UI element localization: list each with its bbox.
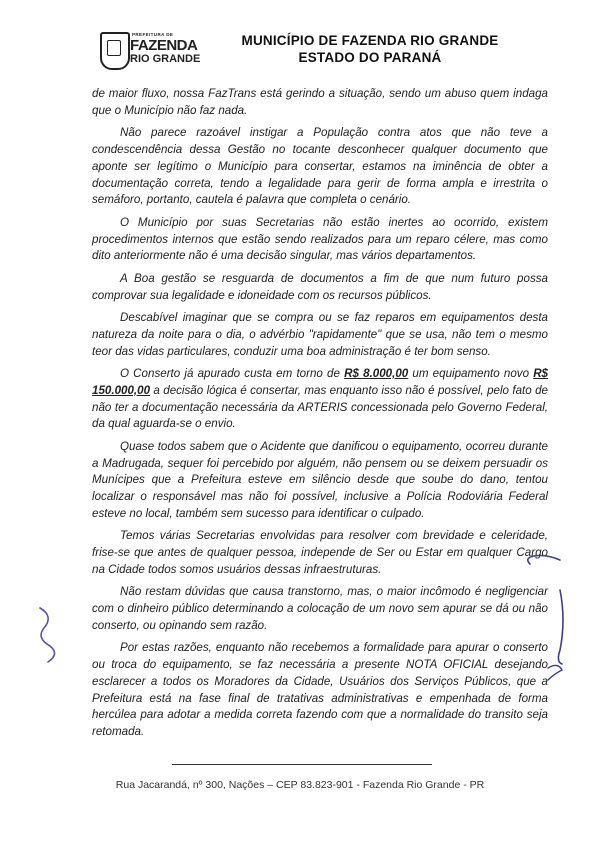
footer-divider <box>172 764 432 765</box>
paragraph-1: de maior fluxo, nossa FazTrans está gerindo a situação, sendo um abuso quem indaga que o Município não faz nada. <box>92 87 548 117</box>
municipal-logo <box>100 30 220 80</box>
paragraph-7: Quase todos sabem que o Acidente que danificou o equipamento, ocorreu durante a Madrugada, sequer foi percebido por alguém, não pensem ou se deixem persuadir os Munícipes que a Prefeitura esteve em silêncio desde que soube do dano, tentou localizar o responsável mas não foi possível, inclusive a Polícia Rodoviária Federal esteve no local, também sem sucesso para identificar o culpado. <box>92 439 548 520</box>
paragraph-6 <box>92 366 548 433</box>
right-curl-mark <box>548 665 562 680</box>
repair-cost: R$ 8.000,00 <box>344 366 409 380</box>
document-body <box>92 86 548 747</box>
left-margin-scribble <box>40 608 55 662</box>
letterhead <box>0 22 596 82</box>
letterhead-title <box>240 32 500 66</box>
paragraph-2: Não parece razoável instigar a População contra atos que não teve a condescendência dessa Gestão no tocante desconhecer qualquer documento que aponte ser legítimo o Município para consertar, estamos na iminência de obter a documentação correta, tendo a legalidade para gerir de forma ampla e irrestrita o semáforo, portanto, cautela é palavra que completa o cenário. <box>92 126 548 207</box>
coat-of-arms-icon <box>100 32 130 70</box>
paragraph-6-part-c: a decisão lógica é consertar, mas enquanto isso não é possível, pelo fato de não ter a documentação necessária da ARTERIS concessionada pelo Governo Federal, da qual aguarda-se o envio. <box>92 383 548 431</box>
municipality-name: MUNICÍPIO DE FAZENDA RIO GRANDE <box>241 33 499 48</box>
new-equipment-cost: R$ 150.000,00 <box>92 366 549 397</box>
right-vertical-mark <box>558 590 563 664</box>
paragraph-3: O Município por suas Secretarias não estão inertes ao ocorrido, existem procedimentos internos que estão sendo realizados para um reparo célere, mas como dito anteriormente não é uma decisão singular, mas vários departamentos. <box>92 215 548 263</box>
logo-name-line1: FAZENDA <box>130 37 198 54</box>
paragraph-8: Temos várias Secretarias envolvidas para resolver com brevidade e celeridade, frise-se que antes de qualquer pessoa, independe de Ser ou Estar em qualquer Cargo na Cidade todos somos usuários dessas infraestruturas. <box>92 529 548 576</box>
paragraph-4: A Boa gestão se resguarda de documentos a fim de que num futuro possa comprovar sua legalidade e idoneidade com os recursos públicos. <box>92 271 548 302</box>
paragraph-6-part-b: um equipamento novo <box>408 366 534 380</box>
paragraph-6-part-a: O Conserto já apurado custa em torno de <box>120 366 345 380</box>
paragraph-9: Não restam dúvidas que causa transtorno, mas, o maior incômodo é negligenciar com o dinheiro público determinando a colocação de um novo sem apurar se dá ou não conserto, ou opinando sem razão. <box>92 585 548 632</box>
logo-small-text: PREFEITURA DE <box>132 32 174 37</box>
footer-address: Rua Jacarandá, nº 300, Nações – CEP 83.823-901 - Fazenda Rio Grande - PR <box>115 779 485 791</box>
paragraph-5: Descabível imaginar que se compra ou se faz reparos em equipamentos desta natureza da noite para o dia, o advérbio "rapidamente" que se usa, não tem o mesmo teor das vidas particulares, conduzir uma boa administração é ter bom senso. <box>92 310 548 358</box>
logo-name-line2: RIO GRANDE <box>130 53 201 65</box>
paragraph-10: Por estas razões, enquanto não recebemos a formalidade para apurar o conserto ou troca do equipamento, se faz necessária a presente NOTA OFICIAL desejando esclarecer a todos os Moradores da Cidade, Usuários dos Serviços Públicos, que a Prefeitura está na fase final de tratativas administrativas e empenhada de forma hercúlea para adotar a medida correta fazendo com que a normalidade do transito seja retomada. <box>92 641 548 739</box>
state-name: ESTADO DO PARANÁ <box>298 50 442 65</box>
